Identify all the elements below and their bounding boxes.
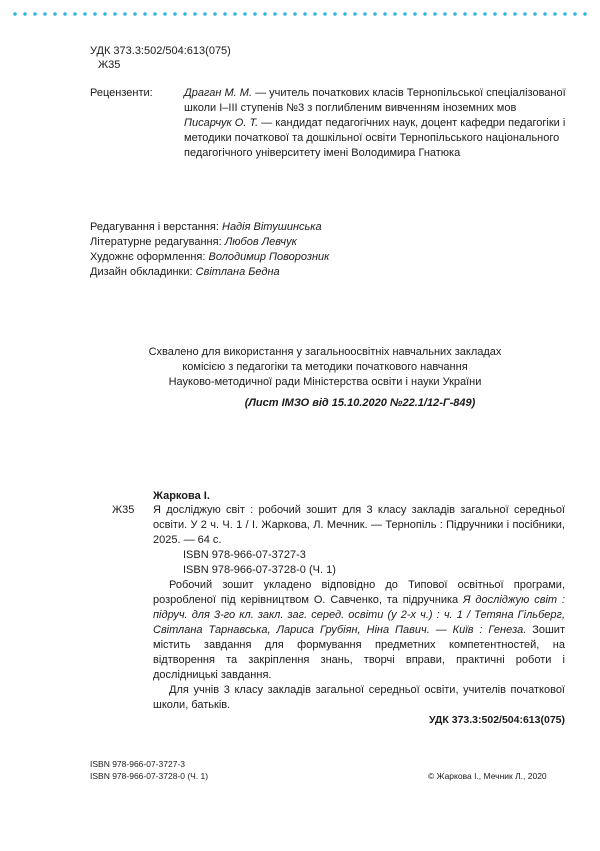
approval-line-1: Схвалено для використання у загальноосвітніх навчальних закладах bbox=[148, 346, 502, 358]
catalog-author: Жаркова І. bbox=[153, 490, 210, 502]
catalog-isbn-2: ISBN 978-966-07-3728-0 (Ч. 1) bbox=[183, 564, 336, 576]
credit-line: Літературне редагування: Любов Левчук bbox=[90, 236, 297, 248]
approval-line-2: комісією з педагогіки та методики початкового навчання bbox=[182, 361, 468, 373]
reviewer-1 bbox=[184, 86, 582, 116]
credit-line: Редагування і верстання: Надія Вітушинська bbox=[90, 221, 322, 233]
reviewer-2 bbox=[184, 116, 582, 161]
reviewer-2-name: Писарчук О. Т. bbox=[184, 117, 259, 129]
catalog-annotation: Робочий зошит укладено відповідно до Типової освітньої програми, розробленої під керівництвом О. Савченко, та підручника Я досліджую світ : підруч. для 3-го кл. закл. заг. серед. освіти (у 2-х ч.) : ч. 1 / Тетяна Гільберг, Світлана Тарнавська, Лариса Грубіян, Ніна Павич. — Київ : Генеза. Зошит містить завдання для формування предметних компетентностей, на відтворення та закріплення знань, творчі вправи, практичні роботи і дослідницькі завдання. bbox=[153, 579, 565, 681]
code-top: Ж35 bbox=[98, 59, 121, 71]
approval-letter: (Лист ІМЗО від 15.10.2020 №22.1/12-Г-849) bbox=[244, 397, 476, 409]
reviewers-section bbox=[90, 86, 582, 161]
credit-line: Дизайн обкладинки: Світлана Бедна bbox=[90, 266, 280, 278]
approval-line-3: Науково-методичної ради Міністерства освіти і науки України bbox=[168, 376, 482, 388]
catalog-audience: Для учнів 3 класу закладів загальної середньої освіти, учителів початкової школи, батьків. bbox=[153, 684, 565, 711]
reviewers-label: Рецензенти: bbox=[90, 87, 153, 99]
reviewer-1-name: Драган М. М. bbox=[184, 87, 253, 99]
catalog-udk: УДК 373.3:502/504:613(075) bbox=[428, 714, 565, 726]
footer-isbn-1: ISBN 978-966-07-3727-3 bbox=[90, 759, 185, 769]
udk-top: УДК 373.3:502/504:613(075) bbox=[90, 45, 231, 57]
credits-list bbox=[90, 220, 510, 280]
footer-copyright: © Жаркова І., Мечник Л., 2020 bbox=[428, 771, 547, 781]
catalog-code: Ж35 bbox=[112, 504, 135, 516]
credit-line: Художнє оформлення: Володимир Поворозник bbox=[90, 251, 330, 263]
footer-isbn-2: ISBN 978-966-07-3728-0 (Ч. 1) bbox=[90, 771, 209, 781]
approval-block bbox=[120, 345, 530, 411]
decorative-dotted-border bbox=[10, 10, 590, 18]
catalog-description: Я досліджую світ : робочий зошит для 3 класу закладів загальної середньої освіти. У 2 ч. Ч. 1 / І. Жаркова, Л. Мечник. — Тернопіль : Підручники і посібники, 2025. — 64 с. bbox=[153, 504, 565, 546]
catalog-isbn-1: ISBN 978-966-07-3727-3 bbox=[183, 549, 306, 561]
reviewer-1-text: — учитель початкових класів Тернопільської спеціалізованої школи І–ІІІ ступенів №3 з поглибленим вивченням іноземних мов bbox=[184, 87, 566, 114]
reviewer-2-text: — кандидат педагогічних наук, доцент кафедри педагогіки і методики початкової та дошкільної освіти Тернопільського національного педагогічного університету імені Володимира Гнатюка bbox=[184, 117, 566, 159]
footer-isbn-block bbox=[90, 758, 208, 782]
catalog-description-block bbox=[153, 503, 565, 728]
